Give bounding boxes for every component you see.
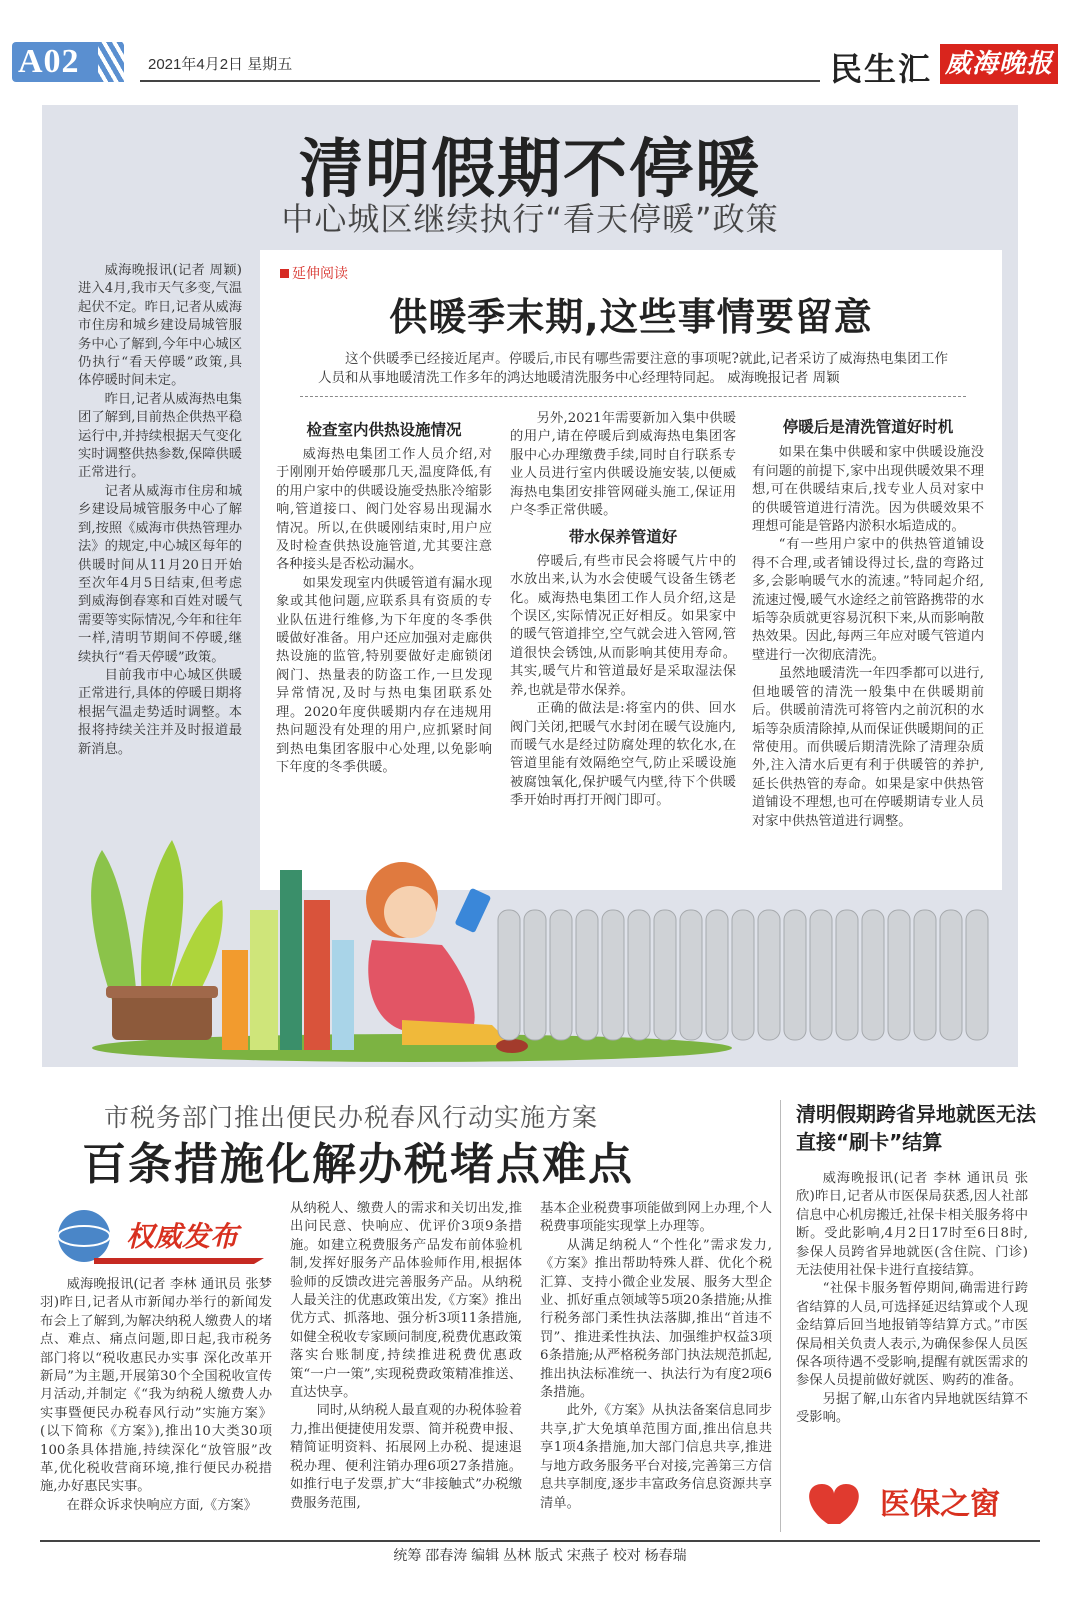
globe-icon [58,1210,110,1262]
paragraph: 如果发现室内供暖管道有漏水现象或其他问题,应联系具有资质的专业队伍进行维修,为下年度的冬季供暖做好准备。用户还应加强对走廊供热设施的监管,特别要做好走廊锁闭阀门、热量表的防盗工作,一旦发现异常情况,及时与热电集团联系处理。2020年度供暖期内存在违规用热问题没有处理的用户,应抓紧时间到热电集团客服中心处理,以免影响下年度的冬季供暖。 [276,575,492,775]
badge-label: 权威发布 [125,1220,239,1253]
main-subheadline: 中心城区继续执行“看天停暖”政策 [281,200,779,238]
heating-article-column [78,262,242,759]
inner-headline: 供暖季末期,这些事情要留意 [389,295,873,339]
paragraph: 记者从威海市住房和城乡建设局城管服务中心了解到,按照《威海市供热管理办法》的规定,中心城区每年的供暖时间从11月20日开始至次年4月5日结束,但考虑到威海倒春寒和百姓对暖气需要等实际情况,今年和往年一样,清明节期间不停暖,继续执行“看天停暖”政策。 [78,483,242,665]
paragraph: 基本企业税费事项能做到网上办理,个人税费事项能实现掌上办理等。 [540,1201,772,1235]
newspaper-logo: 威海晚报 [940,44,1058,84]
paragraph: 目前我市中心城区供暖正常进行,具体的停暖日期将根据气温走势适时调整。本报将持续关注并及时报道最新消息。 [78,667,242,757]
intro-divider [300,396,966,397]
heart-hands-icon [809,1484,859,1524]
paragraph: 另据了解,山东省内异地就医结算不受影响。 [796,1391,1028,1426]
paragraph: 虽然地暖清洗一年四季都可以进行,但地暖管的清洗一般集中在供暖期前后。供暖前清洗可将管内之前沉积的水垢等杂质清除掉,从而保证供暖期间的正常使用。而供暖后期清洗除了清理杂质外,注入清水后更有利于供暖管的养护,延长供热管的寿命。如果是家中供热管道铺设不理想,也可在停暖期请专业人员对家中供热管道进行调整。 [752,666,984,829]
paragraph: “社保卡服务暂停期间,确需进行跨省结算的人员,可选择延迟结算或个人现金结算后回当地报销等结算方式。”市医保局相关负责人表示,为确保参保人员医保各项待遇不受影响,提醒有就医需求的参保人员提前做好就医、购药的准备。 [796,1281,1028,1389]
medical-insurance-window-logo [800,1474,1026,1530]
paragraph: “有一些用户家中的供热管道铺设得不合理,或者铺设得过长,盘的弯路过多,会影响暖气水的流速。”特同起介绍,流速过慢,暖气水途经之前管路携带的水垢等杂质就更容易沉积下来,从而影响散热效果。因此,每两三年应对暖气管道内壁进行一次彻底清洗。 [752,537,984,663]
issue-date: 2021年4月2日 星期五 [148,56,293,73]
editorial-credits: 统筹 邵春涛 编辑 丛林 版式 宋燕子 校对 杨春瑞 [393,1547,687,1563]
page-number: A02 [12,42,98,82]
girl-reading-illustration [42,820,1018,1067]
extended-reading-tag [280,263,348,283]
page-number-stripe [98,42,124,82]
header-rule [140,80,820,82]
inner-column-4 [752,418,984,831]
paragraph: 同时,从纳税人最直观的办税体验着力,推出便捷使用发票、简并税费申报、精简证明资料、拓展网上办税、提速退税办理、便利注销办理6项27条措施。如推行电子发票,扩大“非接触式”办税缴费服务范围, [290,1403,522,1511]
subheading-water-maintenance: 带水保养管道好 [568,528,678,547]
inner-column-2 [276,446,492,777]
tax-headline: 百条措施化解办税堵点难点 [82,1139,634,1190]
paragraph: 威海晚报讯(记者 李林 通讯员 张欣)昨日,记者从市医保局获悉,因人社部信息中心机房搬迁,社保卡相关服务将中断。受此影响,4月2日17时至6日8时,参保人员跨省异地就医(含住院、门诊)无法使用社保卡进行直接结算。 [796,1171,1028,1279]
tax-column-1 [40,1276,272,1515]
radiator-icon [498,910,988,1040]
paragraph: 在群众诉求快响应方面,《方案》 [66,1497,257,1513]
subheading-check-facilities: 检查室内供热设施情况 [306,421,462,439]
column-divider [780,1100,781,1532]
paragraph: 威海热电集团工作人员介绍,对于刚刚开始停暖那几天,温度降低,有的用户家中的供暖设施受热胀冷缩影响,管道接口、阀门处容易出现漏水情况。所以,在供暖刚结束时,用户应及时检查供热设施管道,尤其要注意各种接头是否松动漏水。 [276,447,492,573]
main-headline: 清明假期不停暖 [299,133,761,207]
tax-kicker: 市税务部门推出便民办税春风行动实施方案 [104,1103,599,1132]
paragraph: 从满足纳税人“个性化”需求发力,《方案》推出帮助特殊人群、优化个税汇算、支持小微企业发展、服务大型企业、抓好重点领域等5项20条措施;从推行税务部门柔性执法落脚,推出“首违不罚”、推进柔性执法、加强维护权益3项6条措施;从严格税务部门执法规范抓起,推出执法标准统一、执法行为有度2项6条措施。 [540,1237,772,1401]
medical-box-label: 医保之窗 [880,1487,1000,1522]
subheading-cleaning-pipes: 停暖后是清洗管道好时机 [782,418,954,436]
square-bullet-icon [280,269,289,278]
footer-rule [40,1540,1040,1542]
medical-headline: 清明假期跨省异地就医无法直接“刷卡”结算 [796,1102,1036,1154]
paragraph: 从纳税人、缴费人的需求和关切出发,推出问民意、快响应、优评价3项9条措施。如建立税费服务产品发布前体验机制,发挥好服务产品体验师作用,根据体验师的反馈改进完善服务产品。从纳税人最关注的优惠政策出发,《方案》推出优方式、抓落地、强分析3项11条措施,如健全税收专家顾问制度,税费优惠政策落实台账制度,持续推进税费优惠政策“一户一策”,实现税费政策精准推送、直达快享。 [290,1201,522,1401]
section-title: 民生汇 [830,50,933,88]
authority-release-badge [54,1204,270,1268]
paragraph: 此外,《方案》从执法备案信息同步共享,扩大免填单范围方面,推出信息共享1项4条措施,加大部门信息共享,推进与地方政务服务平台对接,完善第三方信息共享制度,逐步丰富政务信息资源共享清单。 [540,1403,772,1511]
books-icon [222,870,354,1050]
inner-intro: 这个供暖季已经接近尾声。停暖后,市民有哪些需要注意的事项呢?就此,记者采访了威海热电集团工作人员和从事地暖清洗工作多年的鸿达地暖清洗服务中心经理特同起。 威海晚报记者 周颖 [318,351,948,386]
tax-column-2 [290,1200,522,1513]
inner-column-3 [510,410,736,811]
medical-body [796,1170,1028,1428]
paragraph: 昨日,记者从威海热电集团了解到,目前热企供热平稳运行中,并持续根据天气变化实时调整供热参数,保障供暖正常进行。 [78,391,242,481]
paragraph: 威海晚报讯(记者 周颖)进入4月,我市天气多变,气温起伏不定。昨日,记者从威海市住房和城乡建设局城管服务中心了解到,今年中心城区仍执行“看天停暖”政策,具体停暖时间未定。 [78,263,242,389]
cactus-plant-icon [91,840,223,1040]
paragraph: 正确的做法是:将室内的供、回水阀门关闭,把暖气水封闭在暖气设施内,而暖气水是经过防腐处理的软化水,在管道里能有效隔绝空气,防止采暖设施被腐蚀氧化,保护暖气内壁,待下个供暖季开始时再打开阀门即可。 [510,701,736,809]
paragraph: 停暖后,有些市民会将暖气片中的水放出来,认为水会使暖气设备生锈老化。威海热电集团工作人员介绍,这是个误区,实际情况正好相反。如果家中的暖气管道排空,空气就会进入管网,管道很快会锈蚀,从而影响其使用寿命。其实,暖气片和管道最好是采取湿法保养,也就是带水保养。 [510,553,736,698]
paragraph: 如果在集中供暖和家中供暖设施没有问题的前提下,家中出现供暖效果不理想,可在供暖结束后,找专业人员对家中的供暖管道进行清洗。因为供暖效果不理想可能是管路内淤积水垢造成的。 [752,445,984,535]
paragraph: 另外,2021年需要新加入集中供暖的用户,请在停暖后到威海热电集团客服中心办理缴费手续,同时自行联系专业人员进行室内供暖设施安装,以便威海热电集团安排管网碰头施工,保证用户冬季正常供暖。 [510,411,736,519]
tax-column-3 [540,1200,772,1513]
paragraph: 威海晚报讯(记者 李林 通讯员 张梦羽)昨日,记者从市新闻办举行的新闻发布会上了解到,为解决纳税人缴费人的堵点、难点、痛点问题,即日起,我市税务部门将以“税收惠民办实事 深化改革开新局”为主题,开展第30个全国税收宣传月活动,并制定《“我为纳税人缴费人办实事暨便民办税春风行动”实施方案》(以下简称《方案》),推出10大类30项100条具体措施,持续深化“放管服”改革,优化税收营商环境,推行便民办税措施,办好惠民实事。 [40,1277,272,1495]
tag-label: 延伸阅读 [292,266,348,282]
